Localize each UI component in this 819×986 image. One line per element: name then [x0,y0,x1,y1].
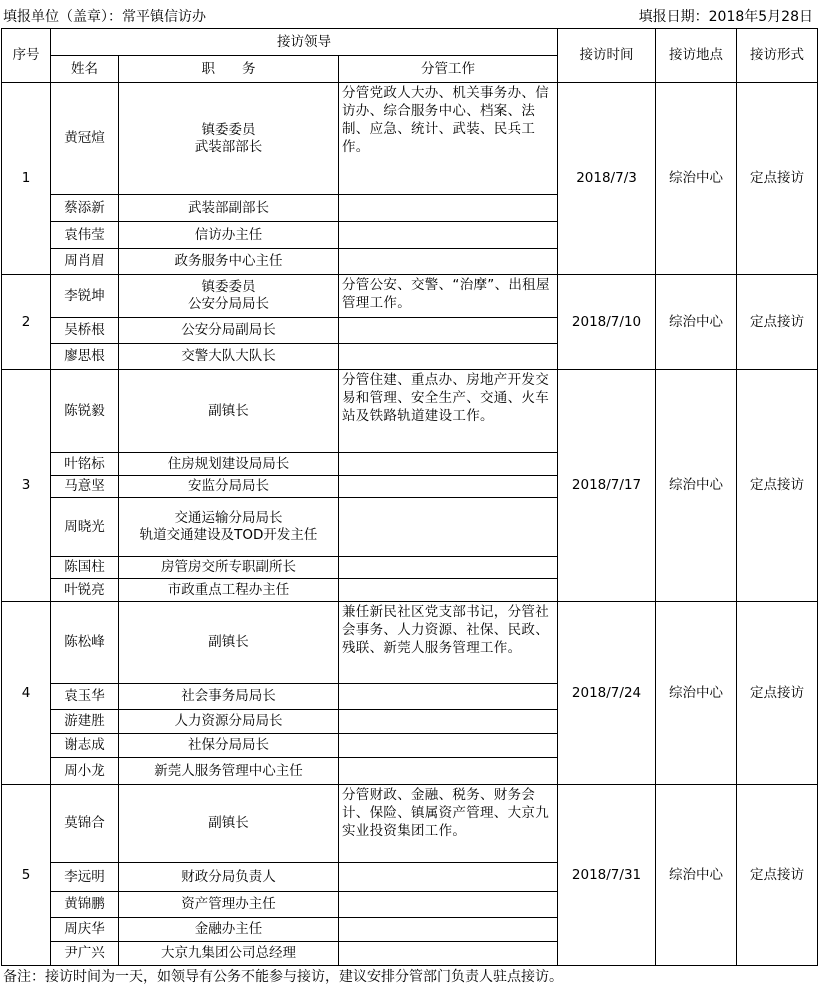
reception-place: 综治中心 [656,602,737,785]
leader-name: 陈锐毅 [51,370,119,453]
duty-cell-empty [339,942,558,966]
duty-cell-empty [339,476,558,498]
leader-name: 莫锦合 [51,785,119,863]
duty-cell-empty [339,710,558,734]
reception-time: 2018/7/31 [558,785,656,966]
position-line: 公安分局副局长 [181,322,276,338]
leader-position [119,942,339,966]
leader-name: 周晓光 [51,498,119,557]
position-line: 财政分局负责人 [181,868,276,885]
position-line: 副镇长 [208,815,249,831]
position-line: 大京九集团公司总经理 [161,945,296,961]
reception-form: 定点接访 [737,602,818,785]
leader-position [119,275,339,318]
leader-name: 吴桥根 [51,318,119,344]
leader-position [119,249,339,275]
duty-cell-empty [339,918,558,942]
seq-cell: 3 [2,370,51,602]
table-row [2,83,818,195]
leader-position [119,318,339,344]
seq-cell: 4 [2,602,51,785]
position-line: 住房规划建设局局长 [167,455,290,472]
duty-cell-empty [339,758,558,785]
leader-position [119,602,339,684]
reception-form: 定点接访 [737,370,818,602]
duty-cell-empty [339,222,558,249]
reception-form: 定点接访 [737,785,818,966]
leader-position [119,734,339,758]
reception-schedule-table [1,28,818,966]
position-line: 政务服务中心主任 [174,253,283,269]
duty-cell-empty [339,453,558,476]
duty-cell: 分管党政人大办、机关事务办、信访办、综合服务中心、档案、法制、应急、统计、武装、民兵工作。 [339,83,558,195]
position-line: 安监分局局长 [188,478,269,494]
header-duty: 分管工作 [339,56,558,83]
position-line: 新莞人服务管理中心主任 [154,762,303,779]
duty-cell-empty [339,892,558,918]
leader-position [119,476,339,498]
leader-name: 陈松峰 [51,602,119,684]
leader-position [119,758,339,785]
position-line: 信访办主任 [194,226,263,243]
leader-name: 叶铭标 [51,453,119,476]
filing-unit: 填报单位（盖章）：常平镇信访办 [3,9,206,25]
leader-position [119,222,339,249]
table-row [2,602,818,684]
leader-position [119,453,339,476]
leader-name: 廖思根 [51,344,119,370]
leader-name: 袁玉华 [51,684,119,710]
seq-cell: 5 [2,785,51,966]
position-line: 镇委委员 [201,279,256,295]
reception-place: 综治中心 [656,83,737,275]
duty-cell-empty [339,579,558,602]
reception-form: 定点接访 [737,275,818,370]
leader-position [119,863,339,892]
seq-cell: 2 [2,275,51,370]
position-line: 武装部部长 [194,138,263,155]
reception-place: 综治中心 [656,785,737,966]
leader-name: 李远明 [51,863,119,892]
leader-position [119,498,339,557]
leader-position [119,684,339,710]
header-form: 接访形式 [737,29,818,83]
position-line: 副镇长 [208,634,249,650]
duty-cell: 分管住建、重点办、房地产开发交易和管理、安全生产、交通、火车站及铁路轨道建设工作。 [339,370,558,453]
leader-name: 叶锐亮 [51,579,119,602]
leader-name: 马意坚 [51,476,119,498]
leader-position [119,370,339,453]
reception-place: 综治中心 [656,275,737,370]
duty-cell-empty [339,557,558,579]
leader-position [119,918,339,942]
leader-position [119,892,339,918]
table-row [2,785,818,863]
position-line: 镇委委员 [201,121,256,138]
header-time: 接访时间 [558,29,656,83]
duty-cell: 分管公安、交警、“治摩”、出租屋管理工作。 [339,275,558,318]
leader-name: 周庆华 [51,918,119,942]
leader-position [119,83,339,195]
position-line: 社保分局局长 [188,737,269,753]
table-row [2,370,818,453]
duty-cell-empty [339,318,558,344]
table-row [2,275,818,318]
duty-cell-empty [339,249,558,275]
leader-name: 游建胜 [51,710,119,734]
header-place: 接访地点 [656,29,737,83]
leader-position [119,785,339,863]
header-seq: 序号 [2,29,51,83]
header-name: 姓名 [51,56,119,83]
leader-name: 黄锦鹏 [51,892,119,918]
reception-time: 2018/7/10 [558,275,656,370]
seq-cell: 1 [2,83,51,275]
position-line: 交警大队大队长 [181,348,276,364]
form-header [0,0,819,28]
position-line: 资产管理办主任 [181,896,276,912]
reception-time: 2018/7/3 [558,83,656,275]
position-line: 社会事务局局长 [181,688,276,704]
duty-cell: 分管财政、金融、税务、财务会计、保险、镇属资产管理、大京九实业投资集团工作。 [339,785,558,863]
leader-name: 李锐坤 [51,275,119,318]
table-body [2,83,818,966]
duty-cell-empty [339,498,558,557]
position-line: 房管房交所专职副所长 [161,559,296,575]
leader-position [119,579,339,602]
leader-name: 蔡添新 [51,195,119,222]
position-line: 轨道交通建设及TOD开发主任 [139,527,318,543]
leader-name: 周小龙 [51,758,119,785]
leader-name: 黄冠煊 [51,83,119,195]
leader-position [119,344,339,370]
header-position: 职 务 [119,56,339,83]
leader-position [119,710,339,734]
position-line: 人力资源分局局长 [174,713,283,729]
footer-note: 备注：接访时间为一天，如领导有公务不能参与接访，建议安排分管部门负责人驻点接访。 [3,969,563,985]
reception-time: 2018/7/24 [558,602,656,785]
duty-cell: 兼任新民社区党支部书记，分管社会事务、人力资源、社保、民政、残联、新莞人服务管理工作。 [339,602,558,684]
reception-place: 综治中心 [656,370,737,602]
leader-name: 陈国柱 [51,557,119,579]
leader-name: 周肖眉 [51,249,119,275]
position-line: 公安分局局长 [188,296,269,312]
leader-name: 谢志成 [51,734,119,758]
leader-name: 袁伟莹 [51,222,119,249]
filing-date: 填报日期：2018年5月28日 [638,9,813,25]
leader-position [119,557,339,579]
leader-position [119,195,339,222]
duty-cell-empty [339,684,558,710]
position-line: 金融办主任 [194,921,263,937]
position-line: 武装部副部长 [188,199,269,216]
reception-time: 2018/7/17 [558,370,656,602]
header-leaders: 接访领导 [51,29,558,56]
duty-cell-empty [339,344,558,370]
position-line: 市政重点工程办主任 [167,581,290,598]
leader-name: 尹广兴 [51,942,119,966]
duty-cell-empty [339,734,558,758]
reception-form: 定点接访 [737,83,818,275]
duty-cell-empty [339,195,558,222]
position-line: 副镇长 [208,402,249,419]
duty-cell-empty [339,863,558,892]
position-line: 交通运输分局局长 [174,510,283,526]
